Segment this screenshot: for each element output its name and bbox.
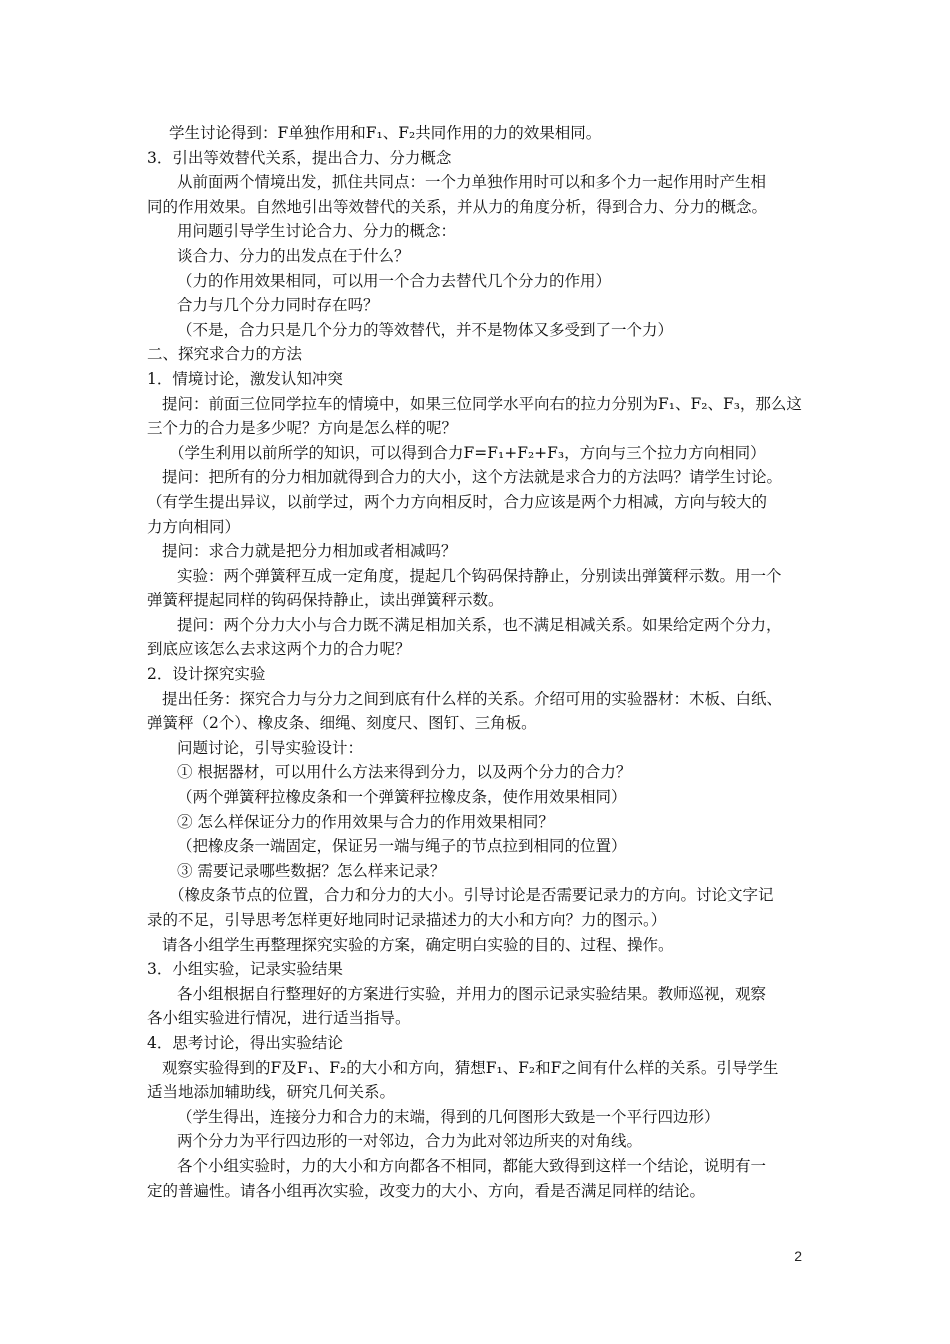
text-line: 各小组实验进行情况，进行适当指导。 — [147, 1009, 411, 1028]
text-line: （两个弹簧秤拉橡皮条和一个弹簧秤拉橡皮条，使作用效果相同） — [177, 788, 627, 807]
text-line: 到底应该怎么去求这两个力的合力呢？ — [147, 640, 411, 659]
text-line: 请各小组学生再整理探究实验的方案，确定明白实验的目的、过程、操作。 — [162, 935, 674, 954]
text-line: 谈合力、分力的出发点在于什么？ — [177, 246, 410, 265]
text-line: 两个分力为平行四边形的一对邻边，合力为此对邻边所夹的对角线。 — [177, 1132, 643, 1151]
text-line: 观察实验得到的F及F₁、F₂的大小和方向，猜想F₁、F₂和F之间有什么样的关系。引导学生 — [162, 1058, 779, 1077]
text-line: 定的普遍性。请各小组再次实验，改变力的大小、方向，看是否满足同样的结论。 — [147, 1181, 706, 1200]
text-line: 同的作用效果。自然地引出等效替代的关系，并从力的角度分析，得到合力、分力的概念。 — [147, 197, 768, 216]
text-line: 录的不足，引导思考怎样更好地同时记录描述力的大小和方向？力的图示。） — [147, 911, 667, 929]
text-line: 提问：求合力就是把分力相加或者相减吗？ — [162, 542, 457, 561]
text-line: （把橡皮条一端固定，保证另一端与绳子的节点拉到相同的位置） — [177, 837, 627, 856]
text-line: 问题讨论，引导实验设计： — [177, 738, 364, 757]
text-line: ② 怎么样保证分力的作用效果与合力的作用效果相同？ — [177, 812, 554, 831]
body-text — [147, 121, 817, 1203]
text-line: （力的作用效果相同，可以用一个合力去替代几个分力的作用） — [177, 271, 612, 290]
text-line: 适当地添加辅助线，研究几何关系。 — [147, 1083, 396, 1102]
text-line: 3．引出等效替代关系，提出合力、分力概念 — [147, 148, 452, 167]
text-line: （学生利用以前所学的知识，可以得到合力F=F₁+F₂+F₃，方向与三个拉力方向相同） — [169, 443, 766, 462]
text-line: 2．设计探究实验 — [147, 665, 266, 684]
text-line: 3．小组实验，记录实验结果 — [147, 960, 343, 979]
text-line: 提问：把所有的分力相加就得到合力的大小，这个方法就是求合力的方法吗？请学生讨论。 — [162, 468, 783, 487]
text-line: 弹簧秤（2个）、橡皮条、细绳、刻度尺、图钉、三角板。 — [147, 714, 537, 733]
text-line: 三个力的合力是多少呢？方向是怎么样的呢？ — [147, 419, 458, 438]
text-line: （学生得出，连接分力和合力的末端，得到的几何图形大致是一个平行四边形） — [177, 1107, 720, 1126]
text-line: 实验：两个弹簧秤互成一定角度，提起几个钩码保持静止，分别读出弹簧秤示数。用一个 — [177, 566, 782, 585]
text-line: ① 根据器材，可以用什么方法来得到分力，以及两个分力的合力？ — [177, 763, 632, 782]
text-line: 力方向相同） — [147, 517, 241, 536]
text-line: （橡皮条节点的位置，合力和分力的大小。引导讨论是否需要记录力的方向。讨论文字记 — [169, 886, 774, 905]
text-line: 提问：前面三位同学拉车的情境中，如果三位同学水平向右的拉力分别为F₁、F₂、F₃，那么这 — [162, 394, 802, 413]
page-number: 2 — [794, 1248, 802, 1264]
text-line: 4．思考讨论，得出实验结论 — [147, 1033, 343, 1052]
text-line: 提出任务：探究合力与分力之间到底有什么样的关系。介绍可用的实验器材：木板、白纸、 — [162, 689, 783, 708]
text-line: （不是，合力只是几个分力的等效替代，并不是物体又多受到了一个力） — [177, 320, 674, 339]
text-line: 从前面两个情境出发，抓住共同点：一个力单独作用时可以和多个力一起作用时产生相 — [177, 173, 767, 192]
text-line: 用问题引导学生讨论合力、分力的概念： — [177, 222, 457, 241]
text-line: ③ 需要记录哪些数据？怎么样来记录？ — [177, 861, 446, 880]
text-line: 提问：两个分力大小与合力既不满足相加关系，也不满足相减关系。如果给定两个分力， — [177, 615, 782, 634]
text-line: 二、探究求合力的方法 — [147, 345, 303, 364]
text-line: 各小组根据自行整理好的方案进行实验，并用力的图示记录实验结果。教师巡视，观察 — [177, 984, 767, 1003]
text-line: 合力与几个分力同时存在吗？ — [177, 296, 379, 315]
text-line: 各个小组实验时，力的大小和方向都各不相同，都能大致得到这样一个结论，说明有一 — [177, 1156, 767, 1175]
text-line: （有学生提出异议，以前学过，两个力方向相反时，合力应该是两个力相减，方向与较大的 — [147, 492, 768, 511]
text-line: 学生讨论得到：F单独作用和F₁、F₂共同作用的力的效果相同。 — [169, 124, 602, 142]
text-line: 1．情境讨论，激发认知冲突 — [147, 369, 343, 388]
text-line: 弹簧秤提起同样的钩码保持静止，读出弹簧秤示数。 — [147, 591, 504, 610]
